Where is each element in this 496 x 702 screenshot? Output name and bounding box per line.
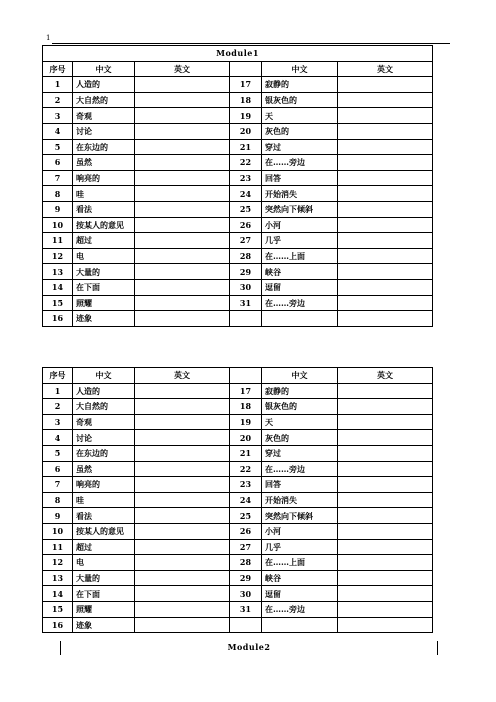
row-chinese-right: 几乎 (262, 539, 338, 555)
row-num-right: 21 (230, 445, 262, 461)
row-num-left: 13 (43, 264, 73, 280)
table-row (43, 539, 433, 555)
row-english-left (135, 601, 230, 617)
table-row (43, 492, 433, 508)
row-num-right: 25 (230, 201, 262, 217)
row-english-right (338, 523, 433, 539)
row-english-right (338, 77, 433, 93)
row-english-left (135, 508, 230, 524)
row-english-right (338, 233, 433, 249)
row-num-right: 20 (230, 123, 262, 139)
header-cn-2: 中文 (262, 368, 338, 384)
row-english-right (338, 586, 433, 602)
header-cn: 中文 (73, 61, 135, 77)
row-chinese-left: 响亮的 (73, 477, 135, 493)
row-chinese-left: 大量的 (73, 570, 135, 586)
header-cn-2: 中文 (262, 61, 338, 77)
table-row (43, 311, 433, 327)
row-num-left: 7 (43, 170, 73, 186)
row-chinese-right: 在……上面 (262, 555, 338, 571)
row-english-right (338, 170, 433, 186)
row-num-left: 10 (43, 217, 73, 233)
row-chinese-right: 在……旁边 (262, 155, 338, 171)
header-rule (52, 43, 450, 44)
row-num-right: 30 (230, 586, 262, 602)
row-chinese-right: 回答 (262, 477, 338, 493)
header-en-2: 英文 (338, 368, 433, 384)
row-chinese-left: 按某人的意见 (73, 523, 135, 539)
table-row (43, 617, 433, 633)
row-num-left: 2 (43, 399, 73, 415)
row-num-right: 26 (230, 217, 262, 233)
row-chinese-left: 大量的 (73, 264, 135, 280)
table-row (43, 586, 433, 602)
table-row (43, 77, 433, 93)
row-num-right: 20 (230, 430, 262, 446)
row-chinese-left: 看法 (73, 508, 135, 524)
row-chinese-left: 大自然的 (73, 92, 135, 108)
table-row (43, 248, 433, 264)
row-num-right (230, 311, 262, 327)
row-chinese-right: 银灰色的 (262, 92, 338, 108)
row-num-right: 31 (230, 295, 262, 311)
row-english-right (338, 414, 433, 430)
row-english-right (338, 108, 433, 124)
row-chinese-right: 穿过 (262, 445, 338, 461)
row-chinese-left: 讨论 (73, 430, 135, 446)
module2-title: Module2 (227, 642, 271, 652)
row-english-right (338, 508, 433, 524)
row-chinese-right: 穿过 (262, 139, 338, 155)
row-chinese-left: 虽然 (73, 155, 135, 171)
row-chinese-left: 人造的 (73, 77, 135, 93)
module2-heading (60, 641, 438, 655)
row-english-left (135, 445, 230, 461)
row-english-right (338, 555, 433, 571)
row-chinese-left: 看法 (73, 201, 135, 217)
row-num-left: 5 (43, 445, 73, 461)
row-english-left (135, 430, 230, 446)
table-row (43, 570, 433, 586)
row-english-right (338, 311, 433, 327)
row-num-left: 11 (43, 233, 73, 249)
row-chinese-left: 按某人的意见 (73, 217, 135, 233)
table-row (43, 295, 433, 311)
row-num-left: 9 (43, 201, 73, 217)
row-num-right: 25 (230, 508, 262, 524)
row-num-left: 5 (43, 139, 73, 155)
table-row (43, 414, 433, 430)
row-num-right: 24 (230, 186, 262, 202)
table-row (43, 399, 433, 415)
row-num-right: 19 (230, 414, 262, 430)
row-english-left (135, 399, 230, 415)
header-en: 英文 (135, 61, 230, 77)
row-english-left (135, 233, 230, 249)
row-english-left (135, 139, 230, 155)
row-chinese-left: 照耀 (73, 601, 135, 617)
row-english-left (135, 414, 230, 430)
row-english-right (338, 445, 433, 461)
row-english-left (135, 383, 230, 399)
row-num-left: 13 (43, 570, 73, 586)
row-chinese-left: 迹象 (73, 617, 135, 633)
row-chinese-right (262, 617, 338, 633)
row-english-left (135, 539, 230, 555)
row-chinese-left: 响亮的 (73, 170, 135, 186)
row-num-left: 15 (43, 295, 73, 311)
row-chinese-right: 逗留 (262, 279, 338, 295)
row-num-right: 24 (230, 492, 262, 508)
table-row (43, 155, 433, 171)
row-num-left: 1 (43, 77, 73, 93)
right-divider (437, 641, 438, 655)
row-english-right (338, 155, 433, 171)
row-chinese-left: 奇观 (73, 414, 135, 430)
row-english-right (338, 201, 433, 217)
row-chinese-right: 开始消失 (262, 186, 338, 202)
row-english-left (135, 186, 230, 202)
row-chinese-left: 讨论 (73, 123, 135, 139)
row-english-left (135, 295, 230, 311)
row-num-right: 22 (230, 155, 262, 171)
row-english-right (338, 539, 433, 555)
row-num-right: 30 (230, 279, 262, 295)
row-english-right (338, 248, 433, 264)
row-num-left: 11 (43, 539, 73, 555)
row-chinese-right: 几乎 (262, 233, 338, 249)
row-num-left: 4 (43, 123, 73, 139)
table-row (43, 523, 433, 539)
row-english-left (135, 311, 230, 327)
row-num-left: 8 (43, 492, 73, 508)
row-num-right: 18 (230, 92, 262, 108)
row-num-right (230, 617, 262, 633)
row-english-left (135, 248, 230, 264)
row-num-right: 29 (230, 264, 262, 280)
row-chinese-right: 小河 (262, 523, 338, 539)
table-row (43, 108, 433, 124)
row-english-left (135, 523, 230, 539)
row-num-right: 28 (230, 248, 262, 264)
table-row (43, 477, 433, 493)
row-num-right: 27 (230, 539, 262, 555)
table-row (43, 170, 433, 186)
row-chinese-left: 哇 (73, 186, 135, 202)
row-english-right (338, 186, 433, 202)
row-chinese-right: 逗留 (262, 586, 338, 602)
row-chinese-left: 在下面 (73, 586, 135, 602)
row-english-left (135, 264, 230, 280)
row-chinese-right: 突然向下倾斜 (262, 201, 338, 217)
row-chinese-right: 天 (262, 414, 338, 430)
row-chinese-left: 在下面 (73, 279, 135, 295)
row-num-left: 12 (43, 555, 73, 571)
table-row (43, 461, 433, 477)
row-english-right (338, 570, 433, 586)
table-row (43, 139, 433, 155)
row-num-right: 28 (230, 555, 262, 571)
row-num-right: 29 (230, 570, 262, 586)
row-num-left: 10 (43, 523, 73, 539)
row-chinese-left: 在东边的 (73, 139, 135, 155)
table-row (43, 92, 433, 108)
row-english-left (135, 586, 230, 602)
header-num-2 (230, 368, 262, 384)
table-row (43, 383, 433, 399)
row-chinese-right (262, 311, 338, 327)
row-english-right (338, 430, 433, 446)
row-num-left: 14 (43, 279, 73, 295)
row-chinese-right: 在……旁边 (262, 295, 338, 311)
row-chinese-left: 哇 (73, 492, 135, 508)
row-english-right (338, 217, 433, 233)
table-row (43, 186, 433, 202)
row-chinese-right: 开始消失 (262, 492, 338, 508)
row-num-right: 17 (230, 77, 262, 93)
module1-title: Module1 (43, 46, 433, 62)
row-chinese-left: 在东边的 (73, 445, 135, 461)
row-english-left (135, 555, 230, 571)
table-row (43, 445, 433, 461)
header-num: 序号 (43, 368, 73, 384)
table-row (43, 201, 433, 217)
row-chinese-right: 突然向下倾斜 (262, 508, 338, 524)
row-chinese-left: 超过 (73, 539, 135, 555)
row-num-left: 6 (43, 155, 73, 171)
row-english-left (135, 123, 230, 139)
row-english-right (338, 399, 433, 415)
row-english-left (135, 155, 230, 171)
table-row (43, 601, 433, 617)
table-row (43, 279, 433, 295)
row-num-right: 26 (230, 523, 262, 539)
table-row (43, 217, 433, 233)
table-row (43, 123, 433, 139)
row-english-right (338, 383, 433, 399)
row-chinese-right: 寂静的 (262, 77, 338, 93)
row-chinese-right: 银灰色的 (262, 399, 338, 415)
row-num-right: 18 (230, 399, 262, 415)
row-num-right: 19 (230, 108, 262, 124)
row-english-left (135, 77, 230, 93)
row-num-right: 31 (230, 601, 262, 617)
table-row (43, 430, 433, 446)
row-english-right (338, 139, 433, 155)
row-num-left: 16 (43, 617, 73, 633)
row-chinese-left: 奇观 (73, 108, 135, 124)
header-num-2 (230, 61, 262, 77)
row-num-left: 1 (43, 383, 73, 399)
row-english-left (135, 279, 230, 295)
header-row (43, 61, 433, 77)
row-num-left: 7 (43, 477, 73, 493)
row-english-left (135, 570, 230, 586)
row-chinese-left: 超过 (73, 233, 135, 249)
row-chinese-left: 电 (73, 248, 135, 264)
row-chinese-right: 在……上面 (262, 248, 338, 264)
row-num-left: 3 (43, 108, 73, 124)
row-num-right: 17 (230, 383, 262, 399)
row-english-left (135, 201, 230, 217)
row-chinese-left: 虽然 (73, 461, 135, 477)
row-english-right (338, 477, 433, 493)
row-english-left (135, 617, 230, 633)
row-english-left (135, 92, 230, 108)
row-num-right: 23 (230, 170, 262, 186)
row-english-right (338, 461, 433, 477)
row-chinese-left: 迹象 (73, 311, 135, 327)
row-num-right: 27 (230, 233, 262, 249)
table-row (43, 233, 433, 249)
row-num-right: 21 (230, 139, 262, 155)
row-english-left (135, 461, 230, 477)
row-num-right: 22 (230, 461, 262, 477)
row-num-left: 16 (43, 311, 73, 327)
row-chinese-left: 人造的 (73, 383, 135, 399)
header-cn: 中文 (73, 368, 135, 384)
header-row (43, 368, 433, 384)
row-num-left: 14 (43, 586, 73, 602)
row-num-left: 9 (43, 508, 73, 524)
header-en: 英文 (135, 368, 230, 384)
row-chinese-left: 电 (73, 555, 135, 571)
row-english-right (338, 264, 433, 280)
row-english-right (338, 279, 433, 295)
row-num-left: 15 (43, 601, 73, 617)
header-num: 序号 (43, 61, 73, 77)
row-num-left: 3 (43, 414, 73, 430)
row-num-left: 8 (43, 186, 73, 202)
row-english-left (135, 477, 230, 493)
row-english-right (338, 617, 433, 633)
row-chinese-right: 天 (262, 108, 338, 124)
row-chinese-right: 在……旁边 (262, 461, 338, 477)
row-chinese-right: 在……旁边 (262, 601, 338, 617)
row-chinese-right: 灰色的 (262, 430, 338, 446)
table-row (43, 264, 433, 280)
row-english-right (338, 123, 433, 139)
row-chinese-left: 大自然的 (73, 399, 135, 415)
row-english-left (135, 217, 230, 233)
row-num-left: 4 (43, 430, 73, 446)
header-en-2: 英文 (338, 61, 433, 77)
row-num-right: 23 (230, 477, 262, 493)
table-row (43, 508, 433, 524)
vocab-table-copy (42, 367, 433, 633)
row-num-left: 6 (43, 461, 73, 477)
row-english-right (338, 492, 433, 508)
row-english-right (338, 601, 433, 617)
page-number: 1 (46, 34, 51, 42)
row-num-left: 2 (43, 92, 73, 108)
row-num-left: 12 (43, 248, 73, 264)
row-english-right (338, 295, 433, 311)
row-chinese-right: 峡谷 (262, 570, 338, 586)
row-chinese-right: 峡谷 (262, 264, 338, 280)
row-chinese-right: 寂静的 (262, 383, 338, 399)
row-english-left (135, 170, 230, 186)
row-chinese-right: 回答 (262, 170, 338, 186)
row-chinese-right: 灰色的 (262, 123, 338, 139)
row-chinese-right: 小河 (262, 217, 338, 233)
row-chinese-left: 照耀 (73, 295, 135, 311)
table-row (43, 555, 433, 571)
row-english-left (135, 108, 230, 124)
vocab-table-module1 (42, 45, 433, 327)
row-english-right (338, 92, 433, 108)
row-english-left (135, 492, 230, 508)
